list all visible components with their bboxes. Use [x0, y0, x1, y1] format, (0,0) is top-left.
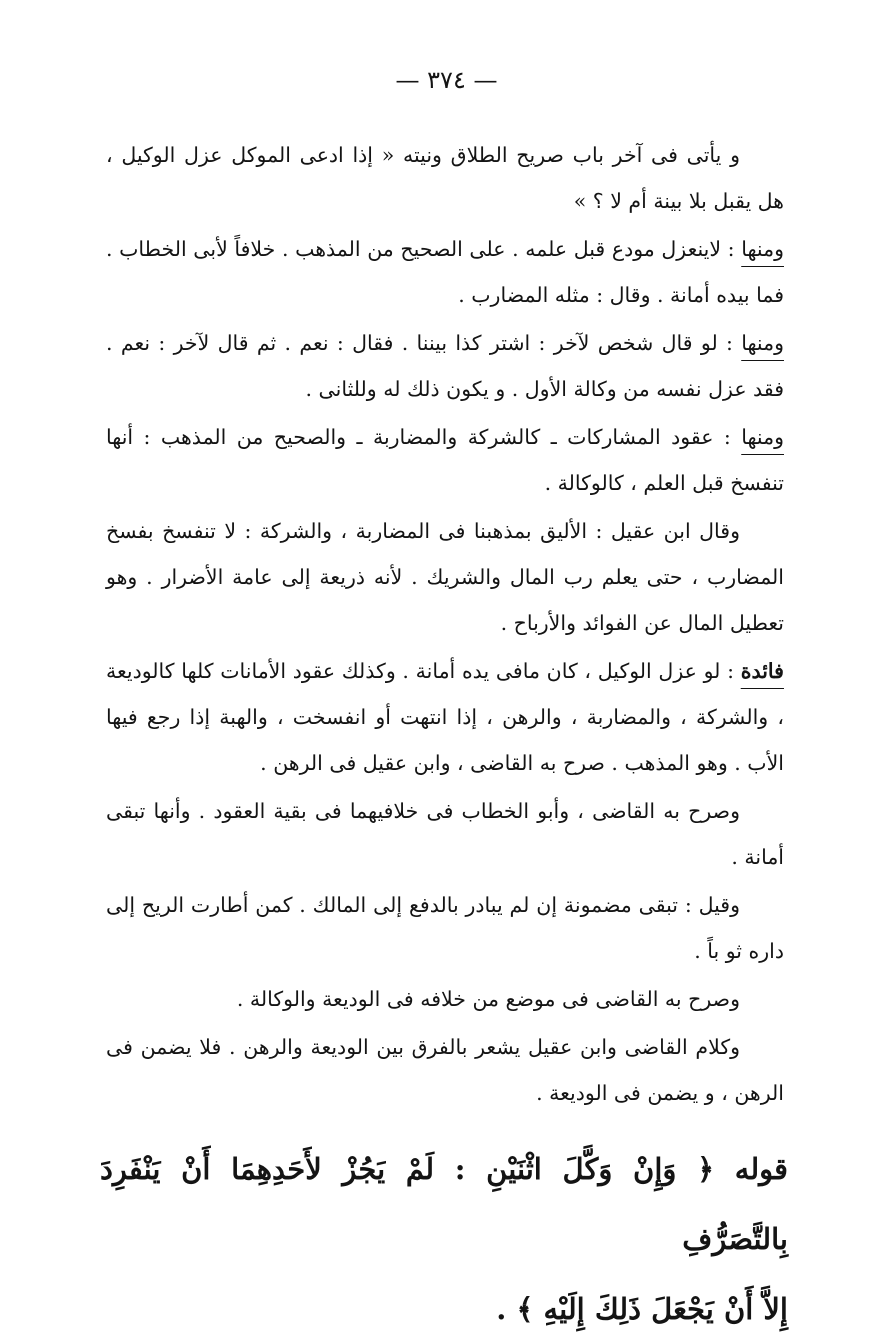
- paragraph-lead: ومنها: [741, 425, 784, 449]
- paragraph-text: وكلام القاضى وابن عقيل يشعر بالفرق بين الوديعة والرهن . فلا يضمن فى الرهن ، و يضمن فى الوديعة .: [106, 1035, 784, 1105]
- paragraph: [106, 976, 784, 1022]
- paragraph-lead: ومنها: [741, 331, 784, 355]
- paragraph: [106, 226, 784, 318]
- paragraph: [106, 132, 784, 224]
- paragraph-lead: ومنها: [741, 237, 784, 261]
- paragraph: [106, 788, 784, 880]
- paragraph: [106, 320, 784, 412]
- paragraph-text: وقال ابن عقيل : الأليق بمذهبنا فى المضاربة ، والشركة : لا تنفسخ بفسخ المضارب ، حتى يعلم رب المال والشريك . لأنه ذريعة إلى عامة الأضرار . وهو تعطيل المال عن الفوائد والأرباح .: [106, 519, 784, 635]
- paragraph-text: : لاينعزل مودع قبل علمه . على الصحيح من المذهب . خلافاً لأبى الخطاب . فما بيده أمانة . وقال : مثله المضارب .: [106, 237, 784, 307]
- paragraph-text: : لو عزل الوكيل ، كان مافى يده أمانة . وكذلك عقود الأمانات كلها كالوديعة ، والشركة ، والمضاربة ، والرهن ، إذا انتهت أو انفسخت ، والهبة إذا رجع فيها الأب . وهو المذهب . صرح به القاضى ، وابن عقيل فى الرهن .: [106, 659, 784, 775]
- quote-line-1: قوله ﴿ وَإِنْ وَكَّلَ اثْنَيْنِ : لَمْ يَجُزْ لأَحَدِهِمَا أَنْ يَنْفَرِدَ بِالتَّصَرُّفِ: [100, 1152, 788, 1256]
- paragraph-text: : عقود المشاركات ـ كالشركة والمضاربة ـ والصحيح من المذهب : أنها تنفسخ قبل العلم ، كالوكالة .: [106, 425, 784, 495]
- paragraph: [106, 648, 784, 786]
- paragraph: [106, 414, 784, 506]
- paragraph-text: وصرح به القاضى ، وأبو الخطاب فى خلافيهما فى بقية العقود . وأنها تبقى أمانة .: [106, 799, 784, 869]
- quote-line-2: إِلاَّ أَنْ يَجْعَلَ ذَلِكَ إِلَيْهِ ﴾ .: [496, 1292, 788, 1326]
- paragraph-lead: فائدة: [740, 659, 784, 683]
- paragraph: [106, 508, 784, 646]
- paragraph-text: و يأتى فى آخر باب صريح الطلاق ونيته « إذا ادعى الموكل عزل الوكيل ، هل يقبل بلا بينة أم لا ؟ »: [106, 143, 784, 213]
- paragraph-text: : لو قال شخص لآخر : اشتر كذا بيننا . فقال : نعم . ثم قال لآخر : نعم . فقد عزل نفسه من وكالة الأول . و يكون ذلك له وللثانى .: [106, 331, 784, 401]
- paragraph: [106, 882, 784, 974]
- paragraph-text: وقيل : تبقى مضمونة إن لم يبادر بالدفع إلى المالك . كمن أطارت الريح إلى داره ثو باً .: [106, 893, 784, 963]
- paragraph: [106, 1024, 784, 1116]
- body-text: [106, 132, 784, 1118]
- paragraph-text: وصرح به القاضى فى موضع من خلافه فى الوديعة والوكالة .: [236, 987, 740, 1011]
- page-number: — ٣٧٤ —: [395, 66, 498, 94]
- quoted-text-block: [100, 1134, 788, 1344]
